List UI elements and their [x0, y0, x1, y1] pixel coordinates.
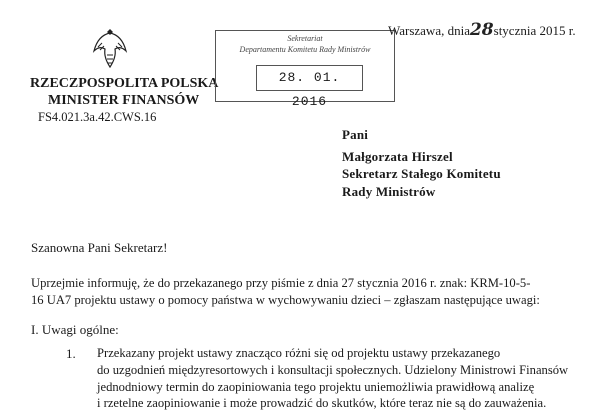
item-line-4: i rzetelne zaopiniowanie i może prowadzić do skutków, które teraz nie są do zauważenia.: [97, 396, 547, 410]
item-number: 1.: [66, 346, 76, 361]
date-prefix: Warszawa, dnia: [388, 23, 470, 38]
item-line-2: do uzgodnień międzyresortowych i konsultacji społecznych. Udzielony Ministrowi Finansów: [97, 363, 569, 377]
intro-line-2: 16 UA7 projektu ustawy o pomocy państwa w wychowywaniu dzieci – zgłaszam następujące uwagi:: [31, 293, 540, 307]
date-suffix: stycznia 2015 r.: [493, 23, 576, 38]
intro-line-1: Uprzejmie informuję, że do przekazanego przy piśmie z dnia 27 stycznia 2016 r. znak: KRM-10-5-: [31, 276, 531, 290]
eagle-emblem-icon: [90, 25, 130, 70]
handwritten-day: 28: [469, 20, 494, 40]
addressee-org: Rady Ministrów: [342, 184, 436, 199]
stamp-line-1: Sekretariat: [287, 34, 323, 43]
country-name: RZECZPOSPOLITA POLSKA: [30, 76, 219, 91]
stamp-line-2: Departamentu Komitetu Rady Ministrów: [239, 45, 371, 54]
item-line-1: Przekazany projekt ustawy znacząco różni się od projektu ustawy przekazanego: [97, 346, 501, 360]
item-line-3: jednodniowy termin do zaopiniowania tego projektu uniemożliwia prawidłową analizę: [97, 380, 535, 394]
ministry-name: MINISTER FINANSÓW: [48, 93, 200, 108]
date-line: [388, 20, 576, 40]
section-heading: I. Uwagi ogólne:: [31, 322, 119, 337]
addressee-title: Sekretarz Stałego Komitetu: [342, 166, 501, 181]
addressee-salutation: Pani: [342, 127, 369, 142]
received-stamp: [215, 30, 395, 109]
addressee-name: Małgorzata Hirszel: [342, 149, 453, 164]
stamp-date: 28. 01. 2016: [256, 65, 363, 91]
reference-number: FS4.021.3a.42.CWS.16: [38, 110, 157, 124]
greeting: Szanowna Pani Sekretarz!: [31, 240, 168, 255]
